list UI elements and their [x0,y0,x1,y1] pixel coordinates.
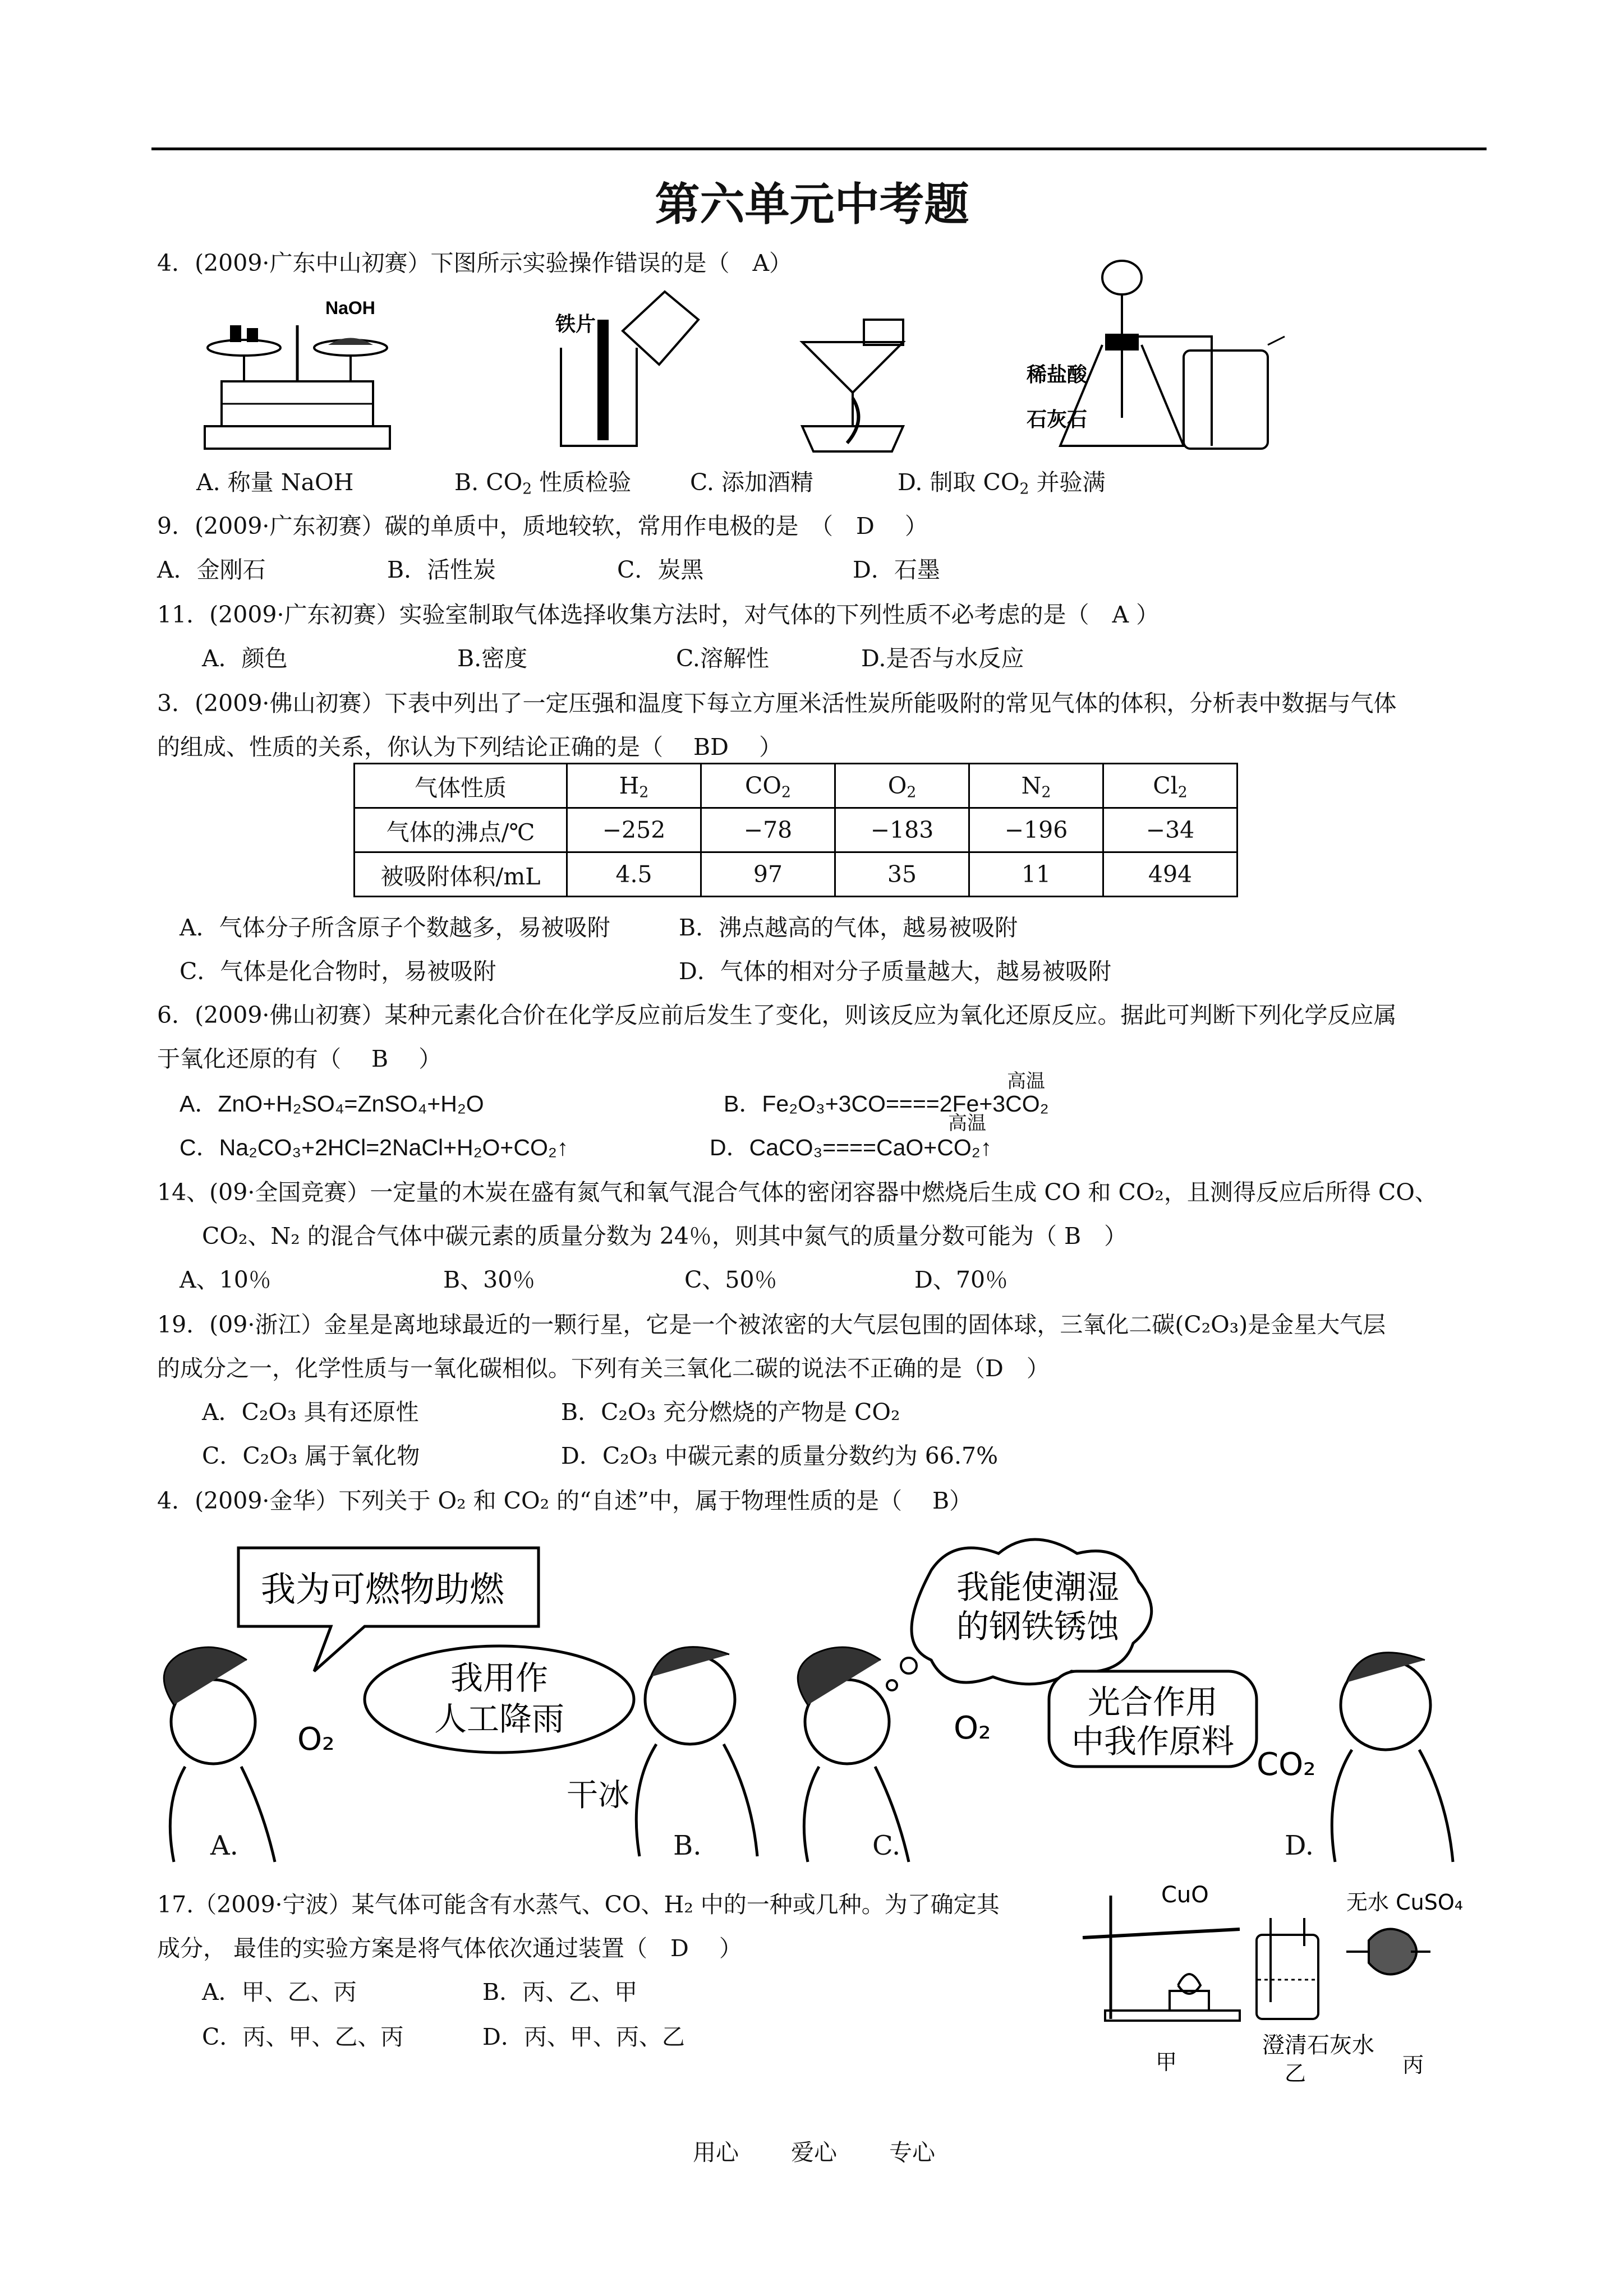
apparatus-figure [1077,1873,1503,2086]
q7-opt-d: D．C₂O₃ 中碳元素的质量分数约为 66.7% [561,1442,999,1469]
table-cell: 4.5 [567,852,701,897]
table-cell: 494 [1103,852,1237,897]
condition-high-temp-1: 高温 [1007,1070,1045,1092]
cartoon-label-d: D. [1285,1830,1314,1861]
table-header-cell: $CO_2$ [701,764,835,808]
naoh-label: NaOH [325,298,375,318]
limestone-label: 石灰石 [1027,408,1088,431]
table-row [355,852,1237,897]
bubble-d-line1: 光合作用 [1087,1683,1218,1721]
top-rule [151,147,1487,150]
q3-opt-d: D.是否与水反应 [861,645,1024,672]
q2-opt-c: C．炭黑 [617,556,704,583]
q9-opt-b: B．丙、乙、甲 [482,1979,638,2005]
gas-table [353,763,1238,897]
q4-opt-a: A．气体分子所含原子个数越多，易被吸附 [180,914,610,941]
table-cell: 气体的沸点/℃ [355,808,567,852]
co2-d-label: CO₂ [1257,1746,1316,1783]
o2-a-label: O₂ [297,1721,335,1758]
condition-high-temp-2: 高温 [948,1112,986,1135]
co2-generator-figure [1021,255,1290,457]
table-header-cell: 气体性质 [355,764,567,808]
q6-opt-b: B、30％ [443,1266,536,1293]
q9-opt-c: C．丙、甲、乙、丙 [202,2023,404,2050]
q4-opt-d: D．气体的相对分子质量越大，越易被吸附 [679,958,1111,985]
footer-item-3: 专心 [889,2139,935,2166]
q1-opt-a: A. 称量 NaOH [196,469,354,496]
q2-opt-a: A．金刚石 [157,556,266,583]
table-header-cell: $Cl_2$ [1103,764,1237,808]
q8-stem: 4．(2009·金华）下列关于 O₂ 和 CO₂ 的“自述”中，属于物理性质的是（ B） [157,1487,973,1514]
q2-opt-b: B．活性炭 [387,556,496,583]
table-cell: −252 [567,808,701,852]
q9-opt-d: D．丙、甲、丙、乙 [482,2023,685,2050]
label-jia: 甲 [1156,2050,1177,2074]
q6-opt-d: D、70％ [914,1266,1009,1293]
table-header-cell: $N_2$ [969,764,1103,808]
q3-opt-c: C.溶解性 [676,645,769,672]
q5-opt-a: A．ZnO+H₂SO₄=ZnSO₄+H₂O [180,1091,484,1117]
q7-opt-c: C．C₂O₃ 属于氧化物 [202,1442,420,1469]
label-bing: 丙 [1402,2053,1424,2077]
balance-figure [199,292,401,454]
bubble-c-line1: 我能使潮湿 [956,1568,1120,1606]
q5-opt-b: B．Fe₂O₃+3CO====2Fe+3CO₂ [724,1091,1049,1117]
q1-opt-c: C. 添加酒精 [690,469,813,496]
bubble-c-line2: 的钢铁锈蚀 [956,1607,1120,1645]
limewater-label: 澄清石灰水 [1262,2032,1374,2058]
cartoon-label-a: A. [210,1830,238,1861]
q7-stem-1: 19．(09·浙江）金星是离地球最近的一颗行星，它是一个被浓密的大气层包围的固体球，三氧化二碳(C₂O₃)是金星大气层 [157,1311,1386,1338]
table-cell: 被吸附体积/mL [355,852,567,897]
q4-stem-2: 的组成、性质的关系，你认为下列结论正确的是（ BD ） [157,734,783,760]
q6-stem-1: 14、(09·全国竞赛）一定量的木炭在盛有氮气和氧气混合气体的密闭容器中燃烧后生成 CO 和 CO₂，且测得反应后所得 CO、 [157,1179,1438,1206]
q5-stem-2: 于氧化还原的有（ B ） [157,1045,442,1072]
cuso4-label: 无水 CuSO₄ [1346,1890,1463,1915]
iron-beaker-figure [539,286,707,454]
q4-opt-b: B．沸点越高的气体，越易被吸附 [679,914,1018,941]
footer-item-2: 爱心 [791,2139,837,2166]
cartoon-label-c: C. [872,1830,901,1861]
bubble-d-line2: 中我作原料 [1071,1722,1235,1760]
q1-opt-d: D. 制取 $CO_2$ 并验满 [898,469,1106,498]
o2-c-label: O₂ [954,1710,991,1746]
q6-stem-2: CO₂、N₂ 的混合气体中碳元素的质量分数为 24％，则其中氮气的质量分数可能为（ B ） [202,1223,1128,1250]
q9-stem-2: 成分， 最佳的实验方案是将气体依次通过装置（ D ） [157,1935,742,1962]
table-row [355,808,1237,852]
q4-stem-1: 3．(2009·佛山初赛）下表中列出了一定压强和温度下每立方厘米活性炭所能吸附的常见气体的体积，分析表中数据与气体 [157,690,1397,717]
cuo-label: CuO [1161,1882,1209,1908]
table-header-cell: $O_2$ [835,764,969,808]
q7-opt-a: A．C₂O₃ 具有还原性 [202,1399,419,1426]
q7-opt-b: B．C₂O₃ 充分燃烧的产物是 CO₂ [561,1399,900,1426]
q3-stem: 11．(2009·广东初赛）实验室制取气体选择收集方法时，对气体的下列性质不必考虑的是（ A ） [157,601,1160,628]
table-cell: 35 [835,852,969,897]
iron-label: 铁片 [555,312,596,335]
table-row [355,764,1237,808]
q6-opt-a: A、10％ [180,1266,272,1293]
dry-ice-label: 干冰 [567,1777,629,1814]
table-cell: 11 [969,852,1103,897]
bubble-b-line1: 我用作 [450,1659,549,1697]
alcohol-lamp-figure [791,314,926,454]
table-cell: −78 [701,808,835,852]
q6-opt-c: C、50％ [684,1266,778,1293]
q4-opt-c: C．气体是化合物时，易被吸附 [180,958,496,985]
q5-stem-1: 6．(2009·佛山初赛）某种元素化合价在化学反应前后发生了变化，则该反应为氧化还原反应。据此可判断下列化学反应属 [157,1002,1397,1029]
bubble-a-text: 我为可燃物助燃 [261,1569,505,1610]
q7-stem-2: 的成分之一，化学性质与一氧化碳相似。下列有关三氧化二碳的说法不正确的是（D ） [157,1355,1050,1382]
q5-opt-d: D．CaCO₃====CaO+CO₂↑ [710,1135,992,1160]
q5-opt-c: C．Na₂CO₃+2HCl=2NaCl+H₂O+CO₂↑ [180,1135,569,1160]
table-cell: −183 [835,808,969,852]
table-header-cell: $H_2$ [567,764,701,808]
page-title: 第六单元中考题 [655,178,969,230]
table-cell: −34 [1103,808,1237,852]
cartoon-label-b: B. [673,1830,702,1861]
q2-stem: 9．(2009·广东初赛）碳的单质中，质地较软，常用作电极的是 （ D ） [157,513,928,540]
q9-stem-1: 17.（2009·宁波）某气体可能含有水蒸气、CO、H₂ 中的一种或几种。为了确定其 [157,1891,1000,1918]
table-cell: 97 [701,852,835,897]
q3-opt-b: B.密度 [457,645,528,672]
q2-opt-d: D．石墨 [853,556,940,583]
footer-item-1: 用心 [693,2139,739,2166]
cartoon-figure [129,1537,1498,1868]
q9-opt-a: A．甲、乙、丙 [202,1979,357,2005]
q1-stem: 4．(2009·广东中山初赛）下图所示实验操作错误的是（ A） [157,250,793,276]
acid-label: 稀盐酸 [1027,363,1088,386]
label-yi: 乙 [1285,2061,1306,2086]
q3-opt-a: A．颜色 [202,645,288,672]
bubble-b-line2: 人工降雨 [434,1700,565,1738]
q1-opt-b: B. $CO_2$ 性质检验 [454,469,632,498]
table-cell: −196 [969,808,1103,852]
